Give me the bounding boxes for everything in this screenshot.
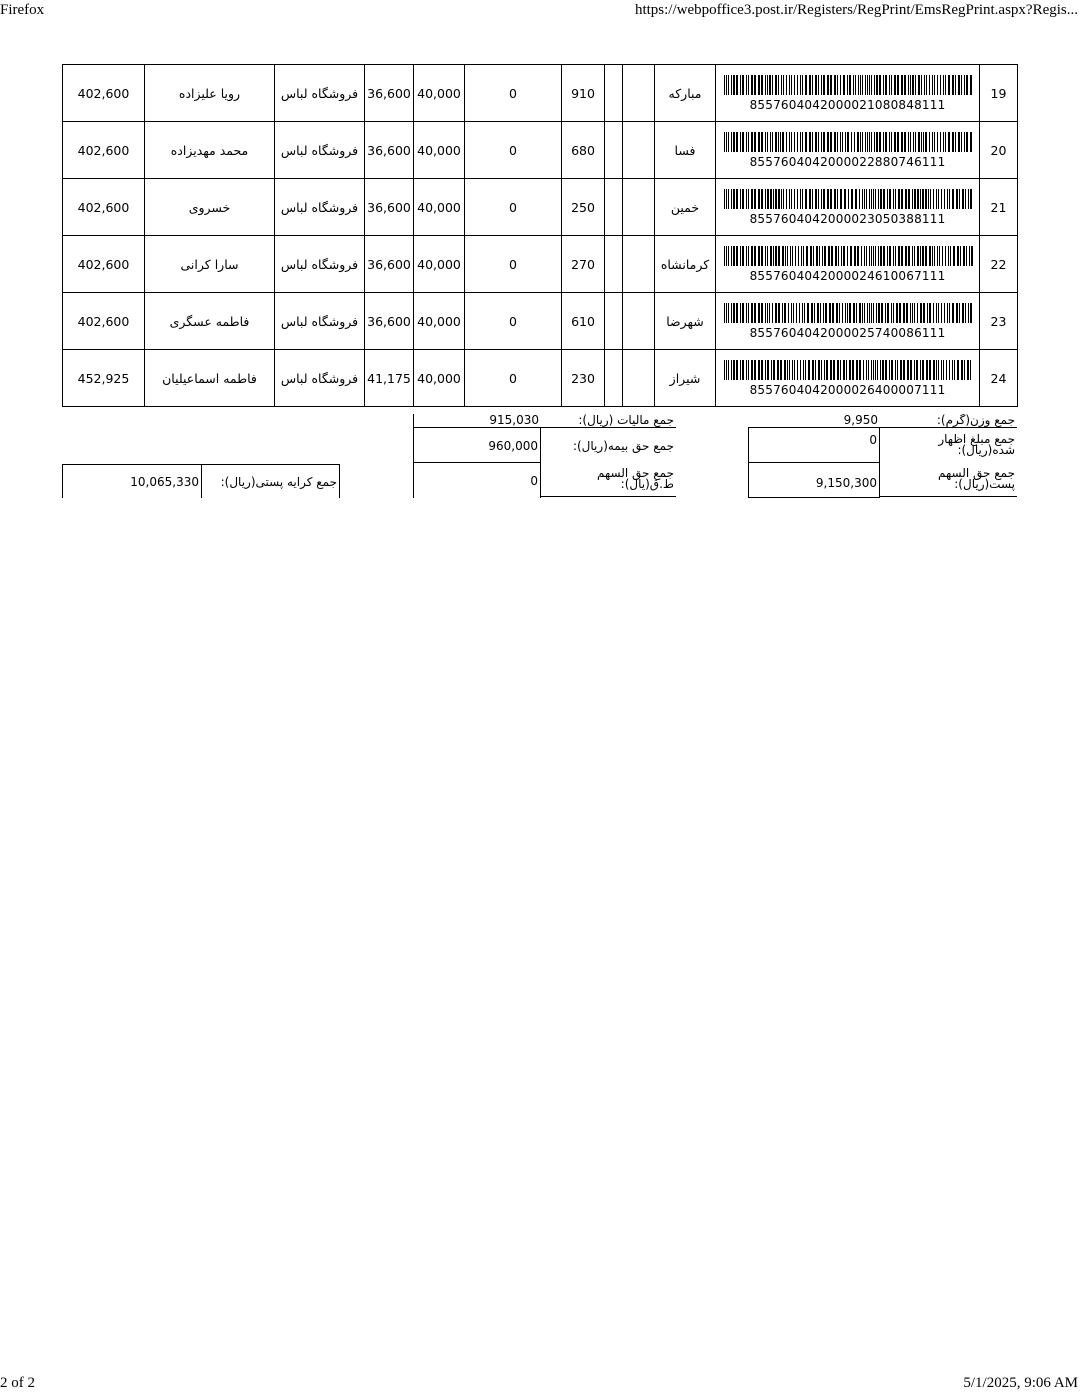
destination-city: شهرضا <box>655 293 716 350</box>
shipments-table <box>62 64 1018 407</box>
barcode-number: 8557604042000024610067111 <box>749 268 946 283</box>
row-amount: 36,600 <box>365 236 414 293</box>
empty-cell <box>605 236 623 293</box>
sum-postage-label: جمع کرایه پستی(ریال): <box>202 464 340 498</box>
declared-value: 0 <box>465 122 562 179</box>
table-row <box>63 122 1018 179</box>
recipient-name: فاطمه عسگری <box>145 293 275 350</box>
page-counter: 2 of 2 <box>0 1375 35 1391</box>
sum-insurance-value: 960,000 <box>413 428 541 463</box>
empty-cell <box>623 122 655 179</box>
row-fee: 40,000 <box>414 293 465 350</box>
tracking-barcode <box>716 122 980 179</box>
declared-value: 0 <box>465 236 562 293</box>
barcode-number: 8557604042000025740086111 <box>749 325 946 340</box>
row-index: 23 <box>980 293 1018 350</box>
row-total: 402,600 <box>63 122 145 179</box>
row-amount: 36,600 <box>365 179 414 236</box>
sum-weight-value: 9,950 <box>748 414 880 428</box>
sum-tax-value: 915,030 <box>413 414 541 428</box>
tracking-barcode <box>716 65 980 122</box>
declared-value: 0 <box>465 179 562 236</box>
empty-cell <box>605 350 623 407</box>
empty-cell <box>605 293 623 350</box>
barcode-number: 8557604042000022880746111 <box>749 154 946 169</box>
sum-weight-label: جمع وزن(گرم): <box>880 414 1017 428</box>
table-row <box>63 65 1018 122</box>
parcel-weight: 230 <box>562 350 605 407</box>
parcel-weight: 610 <box>562 293 605 350</box>
sum-postage-value: 10,065,330 <box>62 464 202 498</box>
destination-city: خمین <box>655 179 716 236</box>
declared-value: 0 <box>465 350 562 407</box>
print-datetime: 5/1/2025, 9:06 AM <box>963 1375 1078 1391</box>
sum-tq-share-value: 0 <box>413 463 541 498</box>
parcel-weight: 270 <box>562 236 605 293</box>
parcel-weight: 250 <box>562 179 605 236</box>
declared-value: 0 <box>465 293 562 350</box>
empty-cell <box>623 179 655 236</box>
row-fee: 40,000 <box>414 350 465 407</box>
sum-declared-label: جمع مبلغ اظهار شده(ریال): <box>938 434 1015 457</box>
sender-name: فروشگاه لباس <box>275 179 365 236</box>
recipient-name: خسروی <box>145 179 275 236</box>
barcode-graphic <box>722 189 974 209</box>
row-amount: 36,600 <box>365 65 414 122</box>
sender-name: فروشگاه لباس <box>275 236 365 293</box>
row-index: 24 <box>980 350 1018 407</box>
row-index: 20 <box>980 122 1018 179</box>
table-row <box>63 350 1018 407</box>
row-total: 402,600 <box>63 179 145 236</box>
barcode-number: 8557604042000021080848111 <box>749 97 946 112</box>
empty-cell <box>605 65 623 122</box>
sum-insurance-label: جمع حق بیمه(ریال): <box>572 440 674 453</box>
barcode-graphic <box>722 75 974 95</box>
browser-name: Firefox <box>0 2 45 18</box>
empty-cell <box>623 236 655 293</box>
barcode-number: 8557604042000026400007111 <box>749 382 946 397</box>
sender-name: فروشگاه لباس <box>275 122 365 179</box>
page-url: https://webpoffice3.post.ir/Registers/RegPrint/EmsRegPrint.aspx?Regis... <box>634 2 1078 18</box>
recipient-name: سارا کرانی <box>145 236 275 293</box>
recipient-name: رویا علیزاده <box>145 65 275 122</box>
row-total: 402,600 <box>63 236 145 293</box>
row-index: 22 <box>980 236 1018 293</box>
row-total: 402,600 <box>63 65 145 122</box>
sum-declared-value: 0 <box>748 428 880 463</box>
declared-value: 0 <box>465 65 562 122</box>
row-index: 21 <box>980 179 1018 236</box>
destination-city: کرمانشاه <box>655 236 716 293</box>
sender-name: فروشگاه لباس <box>275 293 365 350</box>
row-amount: 36,600 <box>365 122 414 179</box>
empty-cell <box>623 65 655 122</box>
barcode-number: 8557604042000023050388111 <box>749 211 946 226</box>
barcode-graphic <box>722 246 974 266</box>
empty-cell <box>605 122 623 179</box>
tracking-barcode <box>716 236 980 293</box>
destination-city: شیراز <box>655 350 716 407</box>
row-fee: 40,000 <box>414 65 465 122</box>
barcode-graphic <box>722 132 974 152</box>
destination-city: مبارکه <box>655 65 716 122</box>
sum-tq-share-label: جمع حق السهم ط.ق(یال): <box>541 468 676 497</box>
sum-post-share-label: جمع حق السهم پست(ریال): <box>880 468 1017 497</box>
table-row <box>63 293 1018 350</box>
empty-cell <box>623 293 655 350</box>
recipient-name: فاطمه اسماعیلیان <box>145 350 275 407</box>
destination-city: فسا <box>655 122 716 179</box>
tracking-barcode <box>716 293 980 350</box>
row-fee: 40,000 <box>414 179 465 236</box>
barcode-graphic <box>722 303 974 323</box>
barcode-graphic <box>722 360 974 380</box>
row-index: 19 <box>980 65 1018 122</box>
tracking-barcode <box>716 350 980 407</box>
sender-name: فروشگاه لباس <box>275 65 365 122</box>
tracking-barcode <box>716 179 980 236</box>
empty-cell <box>623 350 655 407</box>
table-row <box>63 236 1018 293</box>
row-total: 452,925 <box>63 350 145 407</box>
recipient-name: محمد مهدیزاده <box>145 122 275 179</box>
sum-post-share-value: 9,150,300 <box>748 463 880 498</box>
parcel-weight: 910 <box>562 65 605 122</box>
sender-name: فروشگاه لباس <box>275 350 365 407</box>
row-fee: 40,000 <box>414 236 465 293</box>
row-amount: 41,175 <box>365 350 414 407</box>
row-total: 402,600 <box>63 293 145 350</box>
parcel-weight: 680 <box>562 122 605 179</box>
sum-tax-label: جمع مالیات (ریال): <box>541 414 676 428</box>
empty-cell <box>605 179 623 236</box>
row-amount: 36,600 <box>365 293 414 350</box>
table-row <box>63 179 1018 236</box>
row-fee: 40,000 <box>414 122 465 179</box>
